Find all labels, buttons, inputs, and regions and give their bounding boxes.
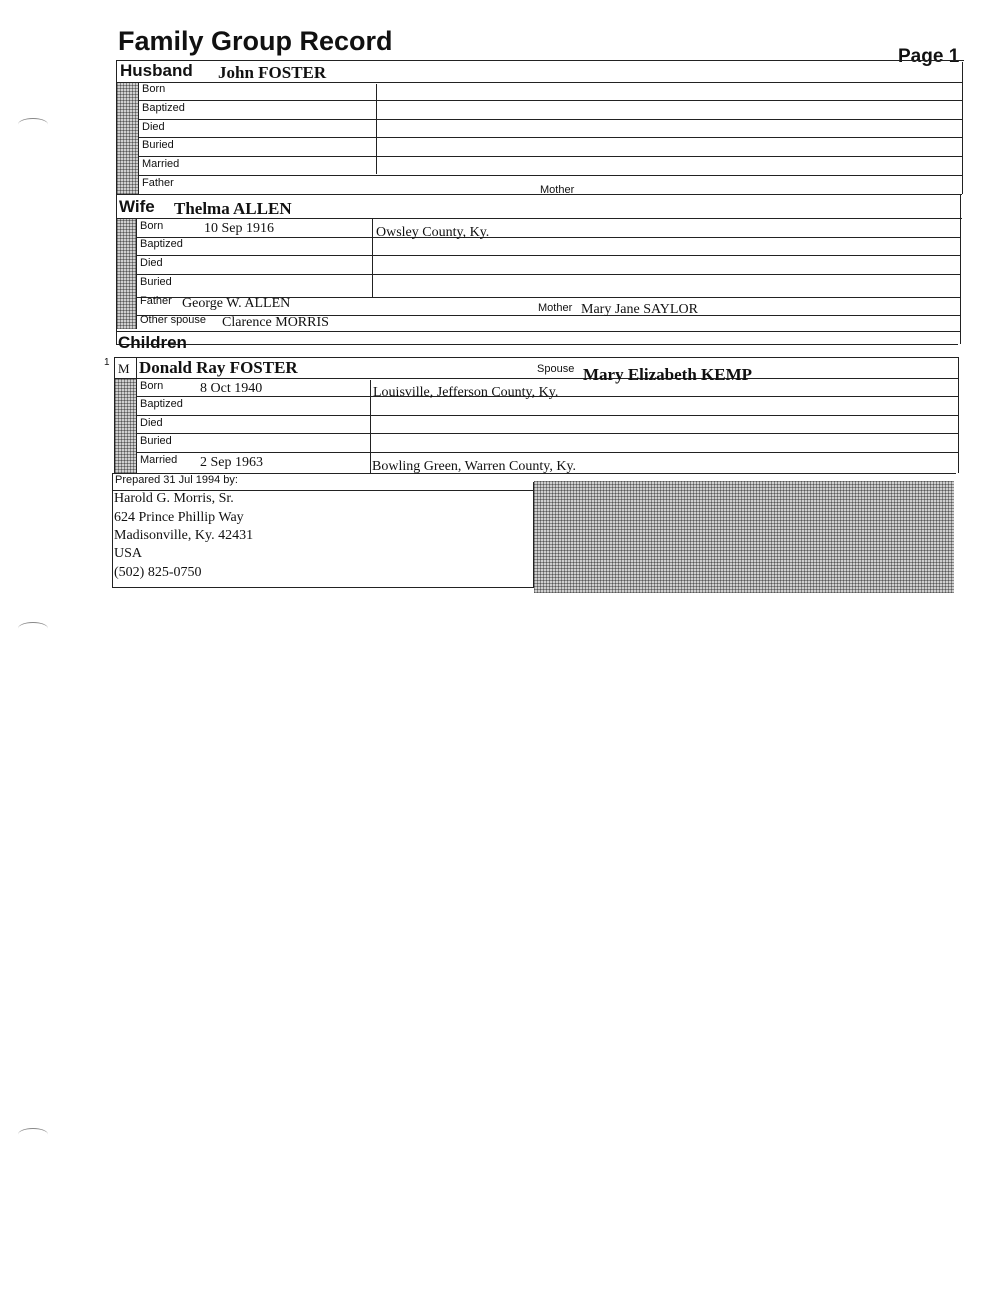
child-born-date: 8 Oct 1940 <box>200 381 263 396</box>
preparer-phone: (502) 825-0750 <box>114 565 202 580</box>
wife-mother-label: Mother <box>538 302 573 314</box>
child-married-label: Married <box>140 454 178 466</box>
husband-buried-label: Buried <box>142 139 174 151</box>
page-title: Family Group Record <box>118 26 393 56</box>
husband-mother-label: Mother <box>540 184 575 196</box>
wife-mother-name: Mary Jane SAYLOR <box>581 302 698 317</box>
page-number: Page 1 <box>898 46 960 67</box>
husband-father-label: Father <box>142 177 174 189</box>
child-sex: M <box>118 361 130 376</box>
punch-hole-mark <box>18 622 48 635</box>
wife-born-place: Owsley County, Ky. <box>376 225 490 240</box>
child-name: Donald Ray FOSTER <box>139 358 298 377</box>
husband-married-label: Married <box>142 158 180 170</box>
wife-born-date: 10 Sep 1916 <box>204 221 274 236</box>
child-buried-label: Buried <box>140 435 172 447</box>
child-spouse-label: Spouse <box>537 363 575 375</box>
preparer-street: 624 Prince Phillip Way <box>114 510 244 525</box>
preparer-city: Madisonville, Ky. 42431 <box>114 528 254 543</box>
child-baptized-label: Baptized <box>140 398 183 410</box>
preparer-country: USA <box>114 546 143 561</box>
husband-born-label: Born <box>142 83 166 95</box>
child-number: 1 <box>104 357 110 368</box>
preparer-shaded-panel <box>534 481 954 593</box>
wife-father-name: George W. ALLEN <box>182 296 291 311</box>
wife-died-label: Died <box>140 257 163 269</box>
wife-label: Wife <box>119 197 155 216</box>
child-died-label: Died <box>140 417 163 429</box>
prepared-by-label: Prepared 31 Jul 1994 by: <box>115 474 238 486</box>
husband-died-label: Died <box>142 121 165 133</box>
child-born-label: Born <box>140 380 164 392</box>
punch-hole-mark <box>18 1128 48 1141</box>
child-spouse-name: Mary Elizabeth KEMP <box>583 365 753 384</box>
husband-name: John FOSTER <box>218 63 327 82</box>
wife-born-label: Born <box>140 220 164 232</box>
wife-name: Thelma ALLEN <box>174 199 292 218</box>
children-label: Children <box>118 333 187 352</box>
punch-hole-mark <box>18 118 48 131</box>
child-married-date: 2 Sep 1963 <box>200 455 263 470</box>
wife-other-spouse-label: Other spouse <box>140 314 207 326</box>
wife-father-label: Father <box>140 295 172 307</box>
husband-shaded-margin <box>117 83 138 194</box>
wife-baptized-label: Baptized <box>140 238 183 250</box>
wife-shaded-margin <box>117 219 136 329</box>
husband-label: Husband <box>120 61 193 80</box>
child-shaded-margin <box>115 379 136 473</box>
wife-other-spouse-name: Clarence MORRIS <box>222 315 329 330</box>
husband-baptized-label: Baptized <box>142 102 185 114</box>
child-married-place: Bowling Green, Warren County, Ky. <box>372 459 577 474</box>
wife-buried-label: Buried <box>140 276 172 288</box>
preparer-name: Harold G. Morris, Sr. <box>114 491 234 506</box>
child-born-place: Louisville, Jefferson County, Ky. <box>373 385 559 400</box>
